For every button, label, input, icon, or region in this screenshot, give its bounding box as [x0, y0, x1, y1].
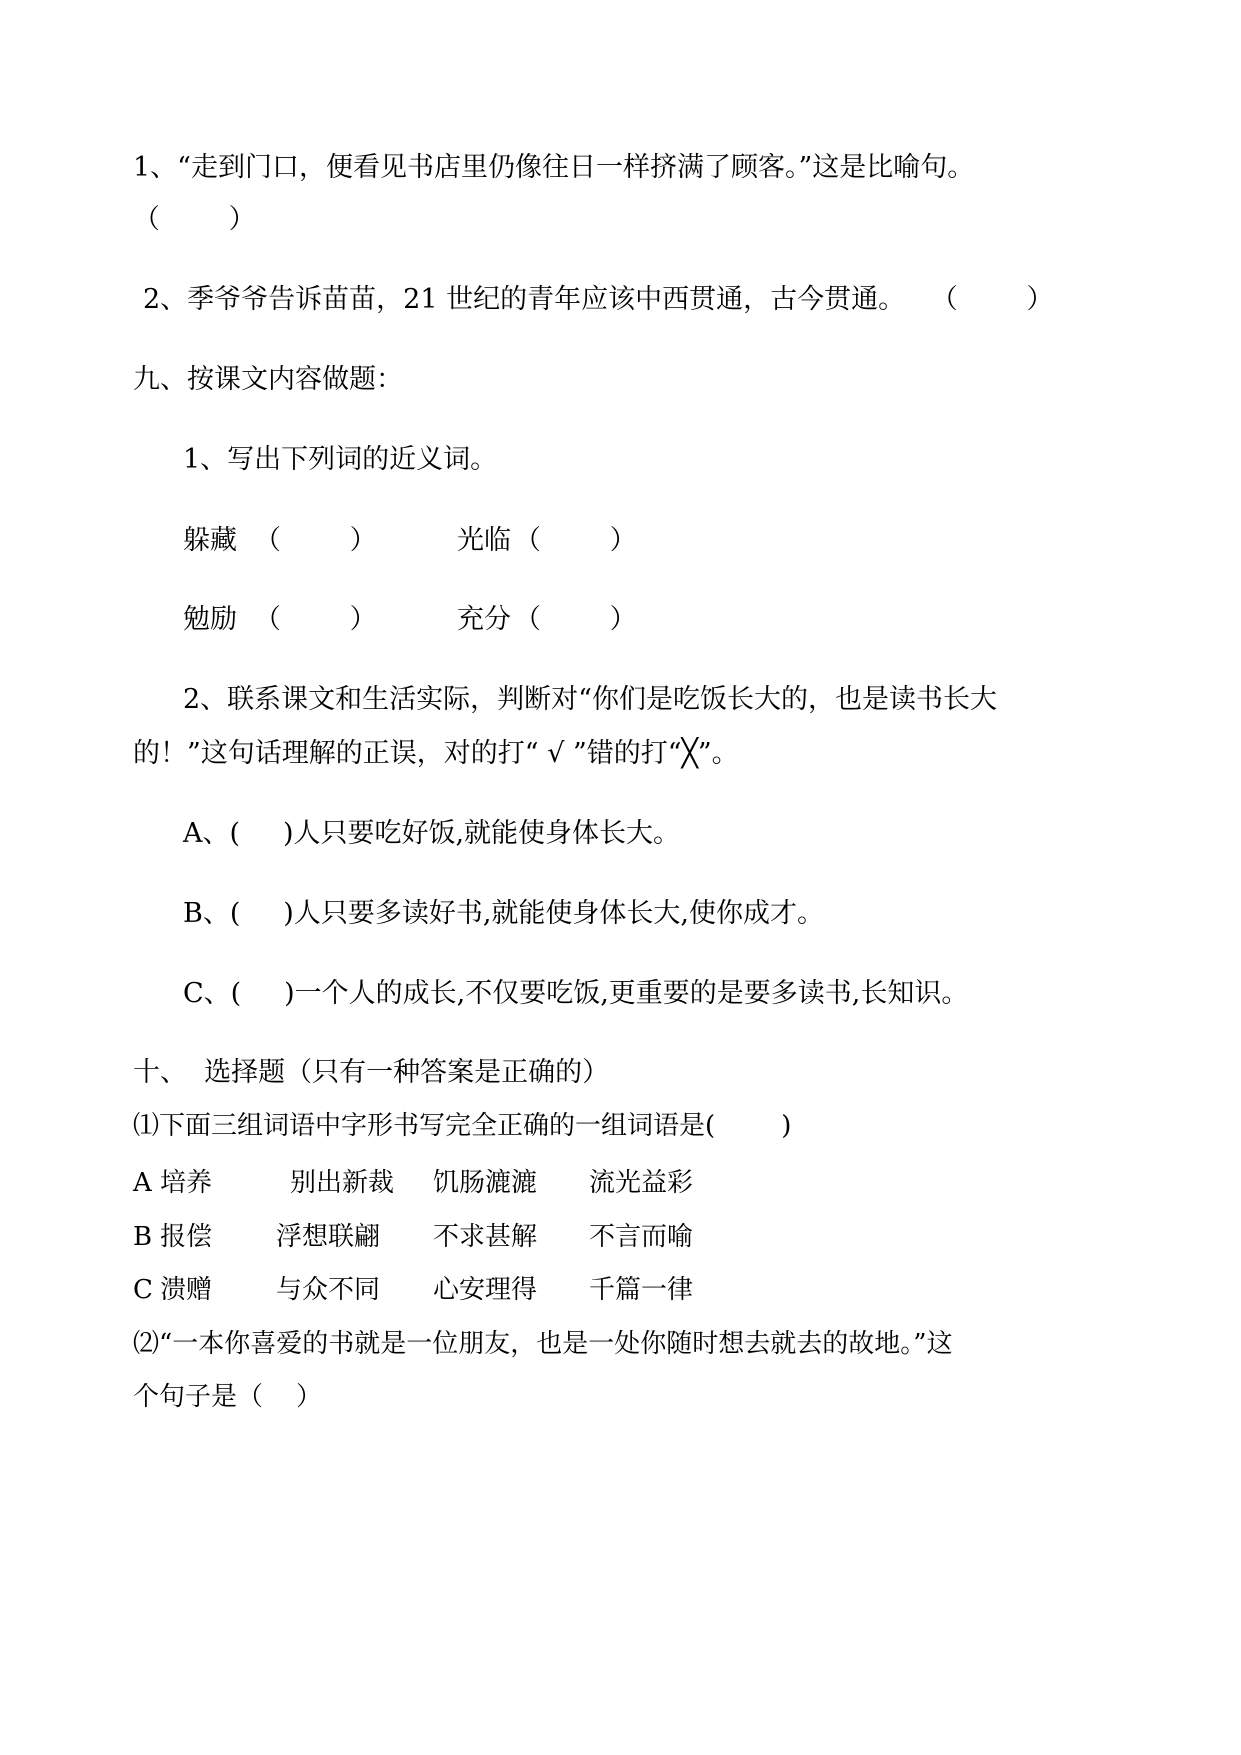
- question-1-answer-blank: （ ）: [133, 204, 256, 235]
- option-word: 流光益彩: [589, 1168, 694, 1198]
- question-2: 2、季爷爷告诉苗苗，21 世纪的青年应该中西贯通，古今贯通。 （ ）: [143, 284, 1054, 315]
- option-letter: B: [133, 1222, 153, 1252]
- option-word: 溃赠: [160, 1275, 213, 1305]
- synonym-blank: （ ）: [514, 525, 637, 556]
- synonym-word: 勉励: [183, 604, 237, 635]
- option-word: 别出新裁: [290, 1168, 395, 1198]
- synonym-blank: （ ）: [514, 604, 637, 635]
- option-word: 培养: [160, 1168, 213, 1198]
- synonym-word: 躲藏: [183, 525, 237, 556]
- option-word: 报偿: [160, 1222, 213, 1252]
- section-9-question-2-line-1: 2、联系课文和生活实际，判断对“你们是吃饭长大的，也是读书长大: [183, 684, 997, 715]
- mc-question-2-line-1: ⑵“一本你喜爱的书就是一位朋友，也是一处你随时想去就去的故地。”这: [133, 1329, 953, 1359]
- option-word: 与众不同: [276, 1275, 381, 1305]
- section-9-question-2-line-2: 的！”这句话理解的正误，对的打“ √ ”错的打“╳”。: [133, 738, 739, 769]
- option-word: 不求甚解: [433, 1222, 538, 1252]
- synonym-word: 充分: [457, 604, 511, 635]
- option-letter: A: [133, 1168, 152, 1198]
- option-word: 心安理得: [433, 1275, 538, 1305]
- synonym-word: 光临: [457, 525, 511, 556]
- section-10-title: 十、 选择题（只有一种答案是正确的）: [133, 1057, 610, 1088]
- option-word: 浮想联翩: [276, 1222, 381, 1252]
- mc-question-2-line-2: 个句子是（ ）: [133, 1382, 323, 1412]
- section-9-question-1: 1、写出下列词的近义词。: [183, 444, 498, 475]
- judge-item: A、( )人只要吃好饭,就能使身体长大。: [183, 818, 681, 849]
- mc-question-1: ⑴下面三组词语中字形书写完全正确的一组词语是( ): [133, 1111, 792, 1141]
- option-word: 不言而喻: [589, 1222, 694, 1252]
- option-word: 千篇一律: [589, 1275, 694, 1305]
- question-1-line-1: 1、“走到门口，便看见书店里仍像往日一样挤满了顾客。”这是比喻句。: [133, 152, 975, 183]
- section-9-title: 九、按课文内容做题：: [133, 364, 403, 395]
- option-letter: C: [133, 1275, 153, 1305]
- synonym-blank: （ ）: [254, 525, 377, 556]
- judge-item: C、( )一个人的成长,不仅要吃饭,更重要的是要多读书,长知识。: [183, 978, 969, 1009]
- judge-item: B、( )人只要多读好书,就能使身体长大,使你成才。: [183, 898, 824, 929]
- option-word: 饥肠漉漉: [433, 1168, 538, 1198]
- synonym-blank: （ ）: [254, 604, 377, 635]
